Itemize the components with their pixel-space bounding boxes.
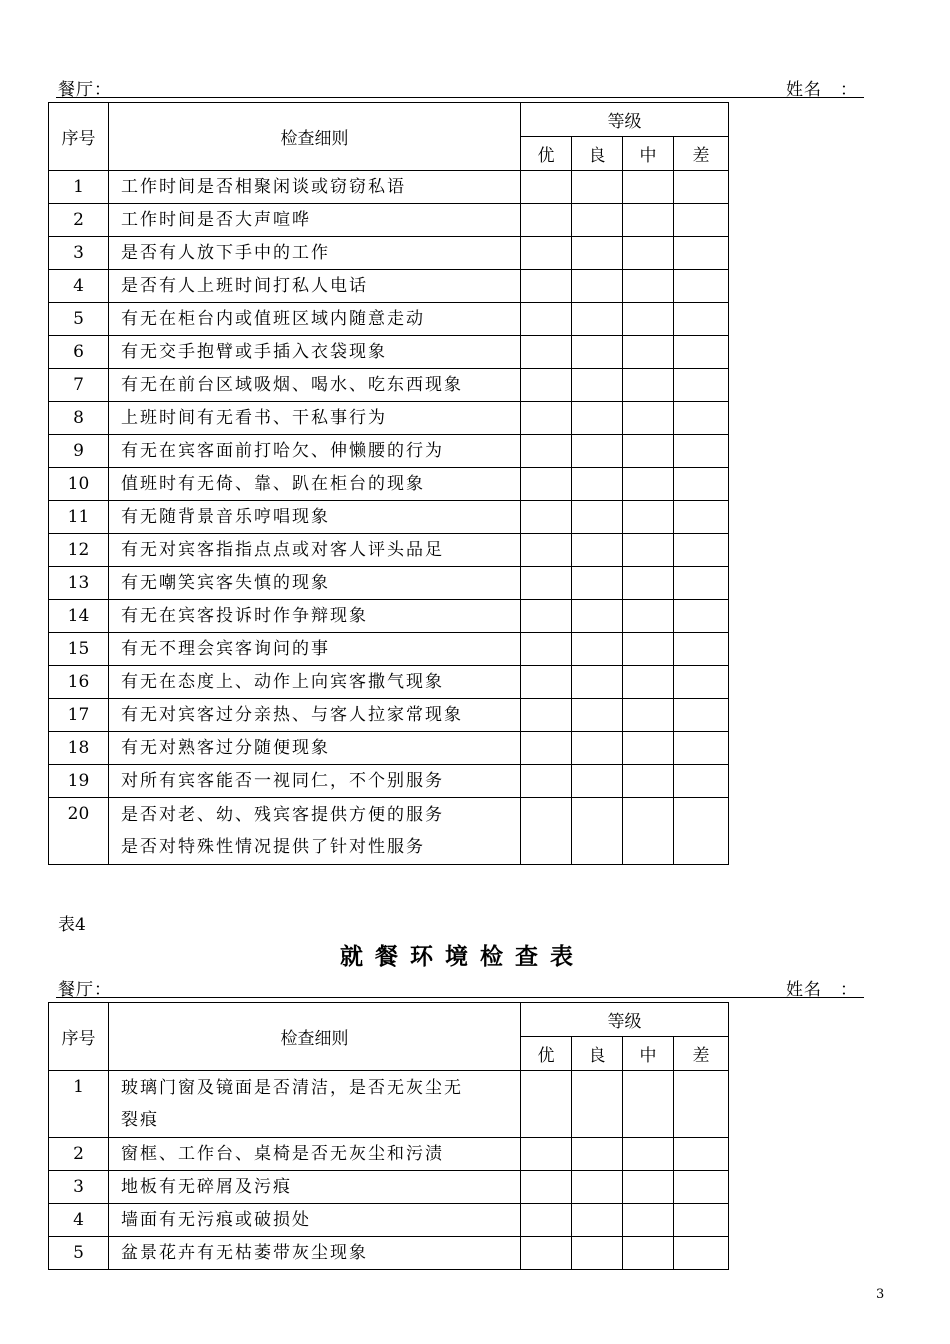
table-row <box>49 534 729 567</box>
row-number: 6 <box>49 336 109 369</box>
grade-cell-excellent[interactable] <box>521 270 572 303</box>
row-detail-text: 是否有人上班时间打私人电话 <box>121 276 368 296</box>
row-number: 3 <box>49 237 109 270</box>
grade-cell-fair[interactable] <box>623 765 674 798</box>
grade-cell-fair[interactable] <box>623 666 674 699</box>
grade-cell-fair[interactable] <box>623 237 674 270</box>
row-number: 4 <box>49 270 109 303</box>
grade-cell-good[interactable] <box>572 600 623 633</box>
row-detail-text: 有无在态度上、动作上向宾客撒气现象 <box>121 672 444 692</box>
grade-excellent: 优 <box>521 1037 572 1071</box>
name-label: 姓名 ： <box>786 80 858 100</box>
grade-cell-poor[interactable] <box>674 402 729 435</box>
grade-cell-poor[interactable] <box>674 270 729 303</box>
row-number: 11 <box>49 501 109 534</box>
row-detail-text-2: 裂痕 <box>121 1110 159 1130</box>
table-row <box>49 336 729 369</box>
grade-cell-excellent[interactable] <box>521 336 572 369</box>
table-row <box>49 369 729 402</box>
row-detail <box>109 798 521 865</box>
row-number: 7 <box>49 369 109 402</box>
row-number: 13 <box>49 567 109 600</box>
row-detail-text: 工作时间是否相聚闲谈或窃窃私语 <box>121 177 406 197</box>
grade-cell-poor[interactable] <box>674 666 729 699</box>
grade-cell-excellent[interactable] <box>521 765 572 798</box>
row-detail <box>109 501 521 534</box>
grade-cell-excellent[interactable] <box>521 633 572 666</box>
grade-cell-excellent[interactable] <box>521 666 572 699</box>
grade-cell-fair[interactable] <box>623 1071 674 1138</box>
table-row <box>49 171 729 204</box>
grade-cell-good[interactable] <box>572 699 623 732</box>
grade-cell-poor[interactable] <box>674 303 729 336</box>
grade-cell-excellent[interactable] <box>521 798 572 865</box>
row-number: 2 <box>49 204 109 237</box>
grade-cell-fair[interactable] <box>623 369 674 402</box>
grade-cell-poor[interactable] <box>674 732 729 765</box>
row-number: 4 <box>49 1204 109 1237</box>
grade-cell-fair[interactable] <box>623 699 674 732</box>
row-number: 17 <box>49 699 109 732</box>
grade-cell-good[interactable] <box>572 798 623 865</box>
grade-cell-good[interactable] <box>572 501 623 534</box>
grade-cell-poor[interactable] <box>674 1071 729 1138</box>
grade-cell-fair[interactable] <box>623 435 674 468</box>
row-detail-text: 有无在柜台内或值班区域内随意走动 <box>121 309 425 329</box>
grade-excellent: 优 <box>521 137 572 171</box>
grade-cell-good[interactable] <box>572 171 623 204</box>
grade-cell-good[interactable] <box>572 633 623 666</box>
grade-cell-fair[interactable] <box>623 633 674 666</box>
grade-cell-excellent[interactable] <box>521 534 572 567</box>
row-detail-text: 是否对老、幼、残宾客提供方便的服务 <box>121 805 444 825</box>
grade-cell-fair[interactable] <box>623 1204 674 1237</box>
grade-cell-poor[interactable] <box>674 204 729 237</box>
row-detail <box>109 633 521 666</box>
row-detail <box>109 567 521 600</box>
grade-cell-excellent[interactable] <box>521 1204 572 1237</box>
grade-cell-good[interactable] <box>572 270 623 303</box>
table-row <box>49 270 729 303</box>
row-detail-text: 有无不理会宾客询问的事 <box>121 639 330 659</box>
grade-good: 良 <box>572 137 623 171</box>
row-number: 10 <box>49 468 109 501</box>
grade-cell-fair[interactable] <box>623 534 674 567</box>
grade-cell-fair[interactable] <box>623 270 674 303</box>
grade-cell-poor[interactable] <box>674 600 729 633</box>
row-number: 1 <box>49 1071 109 1138</box>
table-row <box>49 732 729 765</box>
grade-cell-fair[interactable] <box>623 1138 674 1171</box>
col-header-no: 序号 <box>49 1003 109 1071</box>
table-row <box>49 567 729 600</box>
grade-poor: 差 <box>674 137 729 171</box>
grade-cell-fair[interactable] <box>623 204 674 237</box>
row-number: 5 <box>49 1237 109 1270</box>
row-number: 5 <box>49 303 109 336</box>
grade-cell-excellent[interactable] <box>521 600 572 633</box>
row-number: 8 <box>49 402 109 435</box>
grade-cell-poor[interactable] <box>674 336 729 369</box>
grade-cell-good[interactable] <box>572 1071 623 1138</box>
table-1-body <box>49 103 729 865</box>
grade-cell-poor[interactable] <box>674 699 729 732</box>
row-detail <box>109 765 521 798</box>
grade-cell-good[interactable] <box>572 369 623 402</box>
page-number: 3 <box>876 1287 885 1302</box>
row-detail <box>109 303 521 336</box>
row-detail <box>109 1171 521 1204</box>
col-header-detail: 检查细则 <box>109 1003 521 1071</box>
row-detail <box>109 534 521 567</box>
row-detail-text: 有无对熟客过分随便现象 <box>121 738 330 758</box>
grade-fair: 中 <box>623 137 674 171</box>
grade-cell-excellent[interactable] <box>521 501 572 534</box>
grade-cell-poor[interactable] <box>674 501 729 534</box>
row-detail <box>109 732 521 765</box>
col-header-grade: 等级 <box>521 103 729 137</box>
grade-cell-excellent[interactable] <box>521 699 572 732</box>
grade-cell-excellent[interactable] <box>521 171 572 204</box>
row-detail-text-2: 是否对特殊性情况提供了针对性服务 <box>121 837 425 857</box>
table-row <box>49 1171 729 1204</box>
grade-cell-good[interactable] <box>572 1171 623 1204</box>
grade-cell-poor[interactable] <box>674 468 729 501</box>
row-detail <box>109 1237 521 1270</box>
grade-cell-good[interactable] <box>572 666 623 699</box>
table-2-body <box>49 1003 729 1270</box>
row-detail-text: 对所有宾客能否一视同仁，不个别服务 <box>121 771 444 791</box>
row-detail-text: 有无对宾客过分亲热、与客人拉家常现象 <box>121 705 463 725</box>
table-row <box>49 699 729 732</box>
table-row <box>49 435 729 468</box>
row-number: 14 <box>49 600 109 633</box>
table-row <box>49 765 729 798</box>
grade-cell-poor[interactable] <box>674 567 729 600</box>
row-detail <box>109 369 521 402</box>
grade-cell-fair[interactable] <box>623 171 674 204</box>
table-row <box>49 468 729 501</box>
inspection-table-1 <box>48 102 729 865</box>
table-row <box>49 501 729 534</box>
row-detail <box>109 1138 521 1171</box>
row-number: 1 <box>49 171 109 204</box>
row-number: 20 <box>49 798 109 865</box>
table-row <box>49 666 729 699</box>
grade-fair: 中 <box>623 1037 674 1071</box>
grade-cell-good[interactable] <box>572 1237 623 1270</box>
grade-cell-good[interactable] <box>572 303 623 336</box>
grade-cell-good[interactable] <box>572 336 623 369</box>
row-detail-text: 有无交手抱臂或手插入衣袋现象 <box>121 342 387 362</box>
table-row <box>49 798 729 865</box>
header-line-2 <box>56 975 864 998</box>
grade-cell-poor[interactable] <box>674 1237 729 1270</box>
grade-cell-excellent[interactable] <box>521 402 572 435</box>
row-detail-text: 有无在前台区域吸烟、喝水、吃东西现象 <box>121 375 463 395</box>
row-number: 18 <box>49 732 109 765</box>
row-detail-text: 是否有人放下手中的工作 <box>121 243 330 263</box>
grade-cell-good[interactable] <box>572 1138 623 1171</box>
grade-cell-fair[interactable] <box>623 798 674 865</box>
row-detail-text: 工作时间是否大声喧哗 <box>121 210 311 230</box>
grade-cell-poor[interactable] <box>674 237 729 270</box>
inspection-table-2 <box>48 1002 729 1270</box>
row-detail-text: 值班时有无倚、靠、趴在柜台的现象 <box>121 474 425 494</box>
row-detail-text: 有无在宾客投诉时作争辩现象 <box>121 606 368 626</box>
row-detail <box>109 237 521 270</box>
grade-cell-fair[interactable] <box>623 501 674 534</box>
row-detail-text: 地板有无碎屑及污痕 <box>121 1177 292 1197</box>
grade-cell-poor[interactable] <box>674 1171 729 1204</box>
grade-cell-excellent[interactable] <box>521 369 572 402</box>
grade-cell-poor[interactable] <box>674 369 729 402</box>
restaurant-label: 餐厅： <box>58 80 112 100</box>
row-detail-text: 盆景花卉有无枯萎带灰尘现象 <box>121 1243 368 1263</box>
row-detail <box>109 1071 521 1138</box>
grade-cell-poor[interactable] <box>674 1204 729 1237</box>
grade-cell-poor[interactable] <box>674 1138 729 1171</box>
row-number: 15 <box>49 633 109 666</box>
page-title: 就餐环境检查表 <box>340 944 585 970</box>
table-row <box>49 600 729 633</box>
row-detail-text: 墙面有无污痕或破损处 <box>121 1210 311 1230</box>
grade-cell-good[interactable] <box>572 402 623 435</box>
table-row <box>49 1138 729 1171</box>
row-detail <box>109 336 521 369</box>
row-detail-text: 有无在宾客面前打哈欠、伸懒腰的行为 <box>121 441 444 461</box>
row-detail <box>109 600 521 633</box>
row-detail <box>109 699 521 732</box>
name-label: 姓名 ： <box>786 980 858 1000</box>
row-detail <box>109 468 521 501</box>
row-detail <box>109 1204 521 1237</box>
grade-cell-poor[interactable] <box>674 435 729 468</box>
table-row <box>49 1204 729 1237</box>
grade-cell-fair[interactable] <box>623 1237 674 1270</box>
grade-cell-fair[interactable] <box>623 1171 674 1204</box>
grade-cell-fair[interactable] <box>623 732 674 765</box>
row-detail <box>109 270 521 303</box>
restaurant-label: 餐厅： <box>58 980 112 1000</box>
row-detail <box>109 402 521 435</box>
table-row <box>49 237 729 270</box>
row-number: 19 <box>49 765 109 798</box>
grade-cell-excellent[interactable] <box>521 204 572 237</box>
grade-cell-good[interactable] <box>572 765 623 798</box>
table-row <box>49 1071 729 1138</box>
grade-cell-good[interactable] <box>572 204 623 237</box>
grade-cell-fair[interactable] <box>623 402 674 435</box>
row-detail <box>109 435 521 468</box>
grade-good: 良 <box>572 1037 623 1071</box>
table-label: 表4 <box>58 915 86 935</box>
grade-cell-excellent[interactable] <box>521 1071 572 1138</box>
grade-cell-excellent[interactable] <box>521 303 572 336</box>
grade-cell-good[interactable] <box>572 468 623 501</box>
row-detail-text: 窗框、工作台、桌椅是否无灰尘和污渍 <box>121 1144 444 1164</box>
grade-cell-excellent[interactable] <box>521 435 572 468</box>
grade-cell-poor[interactable] <box>674 171 729 204</box>
col-header-grade: 等级 <box>521 1003 729 1037</box>
grade-cell-good[interactable] <box>572 732 623 765</box>
grade-cell-good[interactable] <box>572 567 623 600</box>
table-row <box>49 1237 729 1270</box>
grade-cell-good[interactable] <box>572 1204 623 1237</box>
col-header-detail: 检查细则 <box>109 103 521 171</box>
row-detail <box>109 666 521 699</box>
row-number: 12 <box>49 534 109 567</box>
row-number: 16 <box>49 666 109 699</box>
row-number: 9 <box>49 435 109 468</box>
grade-cell-good[interactable] <box>572 534 623 567</box>
row-detail-text: 上班时间有无看书、干私事行为 <box>121 408 387 428</box>
grade-cell-poor[interactable] <box>674 633 729 666</box>
grade-cell-fair[interactable] <box>623 600 674 633</box>
table-row <box>49 303 729 336</box>
grade-cell-good[interactable] <box>572 435 623 468</box>
row-detail-text: 玻璃门窗及镜面是否清洁，是否无灰尘无 <box>121 1078 463 1098</box>
row-detail <box>109 171 521 204</box>
grade-cell-excellent[interactable] <box>521 1237 572 1270</box>
col-header-no: 序号 <box>49 103 109 171</box>
grade-cell-excellent[interactable] <box>521 567 572 600</box>
table-row <box>49 204 729 237</box>
grade-poor: 差 <box>674 1037 729 1071</box>
table-row <box>49 633 729 666</box>
grade-cell-excellent[interactable] <box>521 468 572 501</box>
grade-cell-excellent[interactable] <box>521 1171 572 1204</box>
grade-cell-fair[interactable] <box>623 567 674 600</box>
grade-cell-good[interactable] <box>572 237 623 270</box>
row-number: 2 <box>49 1138 109 1171</box>
grade-cell-poor[interactable] <box>674 534 729 567</box>
table-row <box>49 402 729 435</box>
row-detail-text: 有无嘲笑宾客失慎的现象 <box>121 573 330 593</box>
grade-cell-poor[interactable] <box>674 798 729 865</box>
grade-cell-excellent[interactable] <box>521 237 572 270</box>
grade-cell-excellent[interactable] <box>521 732 572 765</box>
grade-cell-excellent[interactable] <box>521 1138 572 1171</box>
row-detail-text: 有无对宾客指指点点或对客人评头品足 <box>121 540 444 560</box>
grade-cell-poor[interactable] <box>674 765 729 798</box>
row-detail-text: 有无随背景音乐哼唱现象 <box>121 507 330 527</box>
grade-cell-fair[interactable] <box>623 336 674 369</box>
row-detail <box>109 204 521 237</box>
row-number: 3 <box>49 1171 109 1204</box>
grade-cell-fair[interactable] <box>623 303 674 336</box>
grade-cell-fair[interactable] <box>623 468 674 501</box>
header-line <box>56 75 864 98</box>
